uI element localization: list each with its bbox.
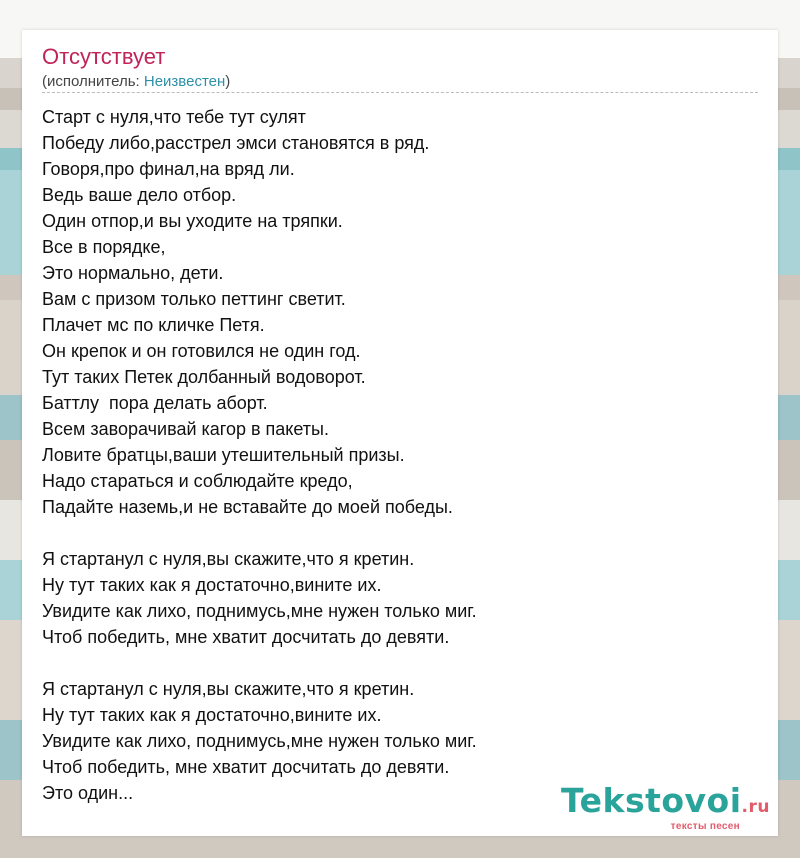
lyric-line: Увидите как лихо, поднимусь,мне нужен только миг. <box>42 731 477 751</box>
lyric-line: Я стартанул с нуля,вы скажите,что я кретин. <box>42 549 415 569</box>
lyric-line: Чтоб победить, мне хватит досчитать до девяти. <box>42 627 450 647</box>
lyric-line: Всем заворачивай кагор в пакеты. <box>42 419 329 439</box>
logo-wordmark <box>561 781 770 824</box>
logo-name: Tekstovoi <box>561 781 742 820</box>
artist-line <box>42 72 230 92</box>
lyric-line: Вам с призом только петтинг светит. <box>42 289 346 309</box>
title-divider <box>42 92 758 93</box>
lyric-line: Баттлу пора делать аборт. <box>42 393 268 413</box>
lyric-line: Говоря,про финал,на вряд ли. <box>42 159 295 179</box>
lyric-line: Надо стараться и соблюдайте кредо, <box>42 471 353 491</box>
artist-link[interactable]: Неизвестен <box>143 73 226 90</box>
site-logo[interactable] <box>561 781 770 832</box>
lyric-line: Падайте наземь,и не вставайте до моей победы. <box>42 497 453 517</box>
artist-prefix: (исполнитель: <box>42 73 144 90</box>
artist-suffix: ) <box>225 73 231 90</box>
lyric-line: Это нормально, дети. <box>42 263 224 283</box>
lyric-line: Тут таких Петек долбанный водоворот. <box>42 367 366 387</box>
lyric-line: Победу либо,расстрел эмси становятся в ряд. <box>42 133 430 153</box>
logo-tagline: тексты песен <box>670 821 740 832</box>
lyric-line: Это один... <box>42 783 134 803</box>
song-title: Отсутствует <box>42 44 166 69</box>
lyric-line: Ведь ваше дело отбор. <box>42 185 237 205</box>
lyric-line: Ну тут таких как я достаточно,вините их. <box>42 705 382 725</box>
lyric-line: Я стартанул с нуля,вы скажите,что я кретин. <box>42 679 415 699</box>
lyric-line: Увидите как лихо, поднимусь,мне нужен только миг. <box>42 601 477 621</box>
lyrics-text <box>42 104 477 806</box>
lyric-line: Все в порядке, <box>42 237 166 257</box>
lyric-line: Плачет мс по кличке Петя. <box>42 315 265 335</box>
lyric-line: Ловите братцы,ваши утешительный призы. <box>42 445 405 465</box>
logo-tld: .ru <box>741 797 770 817</box>
lyrics-card <box>22 30 778 836</box>
lyric-line: Чтоб победить, мне хватит досчитать до девяти. <box>42 757 450 777</box>
lyric-line: Один отпор,и вы уходите на тряпки. <box>42 211 343 231</box>
lyric-line: Старт с нуля,что тебе тут сулят <box>42 107 306 127</box>
lyric-line: Он крепок и он готовился не один год. <box>42 341 361 361</box>
lyric-line: Ну тут таких как я достаточно,вините их. <box>42 575 382 595</box>
